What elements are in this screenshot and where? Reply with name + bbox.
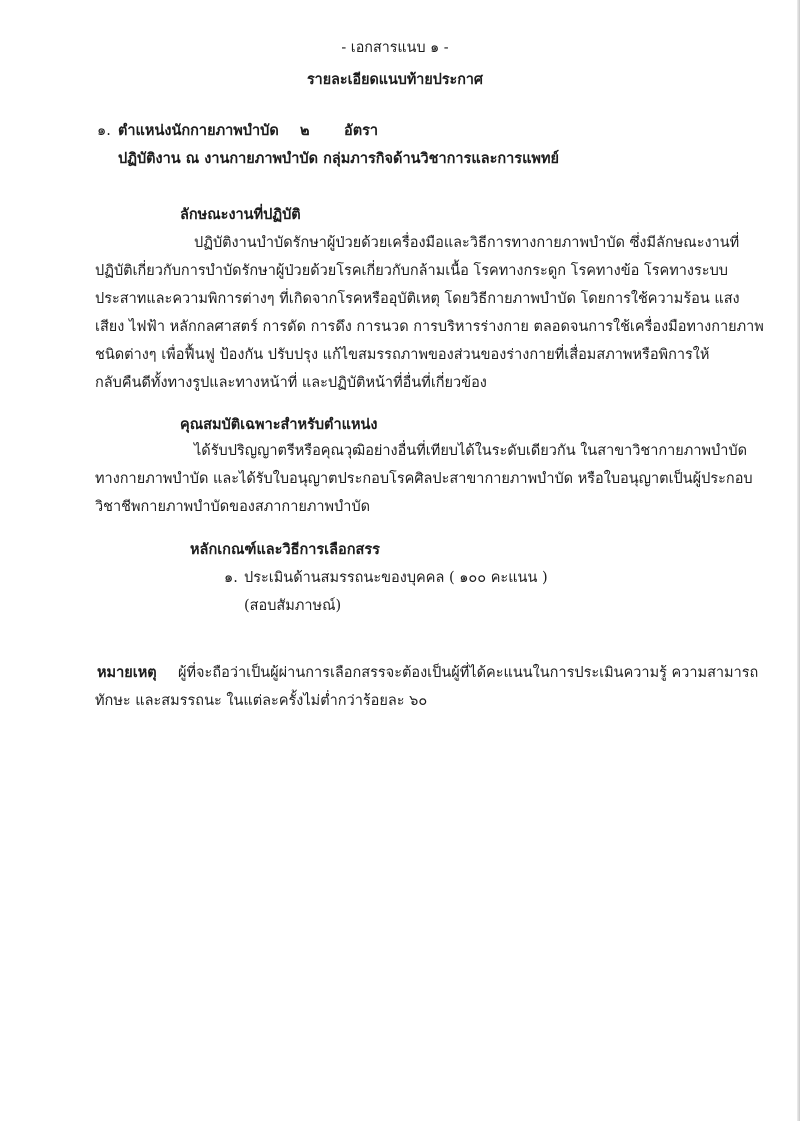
selection-item-note: (สอบสัมภาษณ์) — [244, 598, 342, 614]
remark-line: ผู้ที่จะถือว่าเป็นผู้ผ่านการเลือกสรรจะต้องเป็นผู้ที่ได้คะแนนในการประเมินความรู้ ความสามารถ — [178, 665, 759, 681]
attachment-label: - เอกสารแนบ ๑ - — [341, 40, 449, 56]
qualifications-line: วิชาชีพกายภาพบำบัดของสภากายภาพบำบัด — [95, 499, 371, 515]
qualifications-line: ทางกายภาพบำบัด และได้รับใบอนุญาตประกอบโรคศิลปะสาขากายภาพบำบัด หรือใบอนุญาตเป็นผู้ประกอบ — [95, 471, 753, 487]
selection-item-number: ๑. — [224, 570, 238, 586]
position-count: ๒ — [300, 122, 310, 139]
remark-line: ทักษะ และสมรรถนะ ในแต่ละครั้งไม่ต่ำกว่าร้อยละ ๖๐ — [95, 693, 428, 709]
page-title: รายละเอียดแนบท้ายประกาศ — [306, 71, 484, 88]
job-description-line: ปฏิบัติงานบำบัดรักษาผู้ป่วยด้วยเครื่องมือและวิธีการทางกายภาพบำบัด ซึ่งมีลักษณะงานที่ — [194, 235, 740, 251]
selection-heading: หลักเกณฑ์และวิธีการเลือกสรร — [190, 541, 380, 558]
position-number: ๑. — [97, 123, 111, 139]
job-description-line: กลับคืนดีทั้งทางรูปและทางหน้าที่ และปฏิบัติหน้าที่อื่นที่เกี่ยวข้อง — [95, 375, 487, 391]
position-workplace: ปฏิบัติงาน ณ งานกายภาพบำบัด กลุ่มภารกิจด้านวิชาการและการแพทย์ — [118, 150, 560, 167]
position-count-label: อัตรา — [344, 122, 379, 139]
job-description-line: เสียง ไฟฟ้า หลักกลศาสตร์ การดัด การดึง การนวด การบริหารร่างกาย ตลอดจนการใช้เครื่องมือทางกายภาพ — [95, 319, 764, 335]
job-description-heading: ลักษณะงานที่ปฏิบัติ — [180, 206, 301, 223]
job-description-line: ชนิดต่างๆ เพื่อฟื้นฟู ป้องกัน ปรับปรุง แก้ไขสมรรถภาพของส่วนของร่างกายที่เสื่อมสภาพหรือพิการให้ — [95, 347, 710, 363]
qualifications-heading: คุณสมบัติเฉพาะสำหรับตำแหน่ง — [180, 416, 378, 433]
selection-item-text: ประเมินด้านสมรรถนะของบุคคล ( ๑๐๐ คะแนน ) — [244, 570, 548, 586]
job-description-line: ปฏิบัติเกี่ยวกับการบำบัดรักษาผู้ป่วยด้วยโรคเกี่ยวกับกล้ามเนื้อ โรคทางกระดูก โรคทางข้อ โรคทางระบบ — [95, 263, 728, 279]
job-description-line: ประสาทและความพิการต่างๆ ที่เกิดจากโรคหรืออุบัติเหตุ โดยวิธีกายภาพบำบัด โดยการใช้ความร้อน แสง — [95, 291, 740, 307]
position-name: ตำแหน่งนักกายภาพบำบัด — [118, 122, 279, 139]
remark-label: หมายเหตุ — [97, 664, 157, 681]
qualifications-line: ได้รับปริญญาตรีหรือคุณวุฒิอย่างอื่นที่เทียบได้ในระดับเดียวกัน ในสาขาวิชากายภาพบำบัด — [194, 443, 748, 459]
